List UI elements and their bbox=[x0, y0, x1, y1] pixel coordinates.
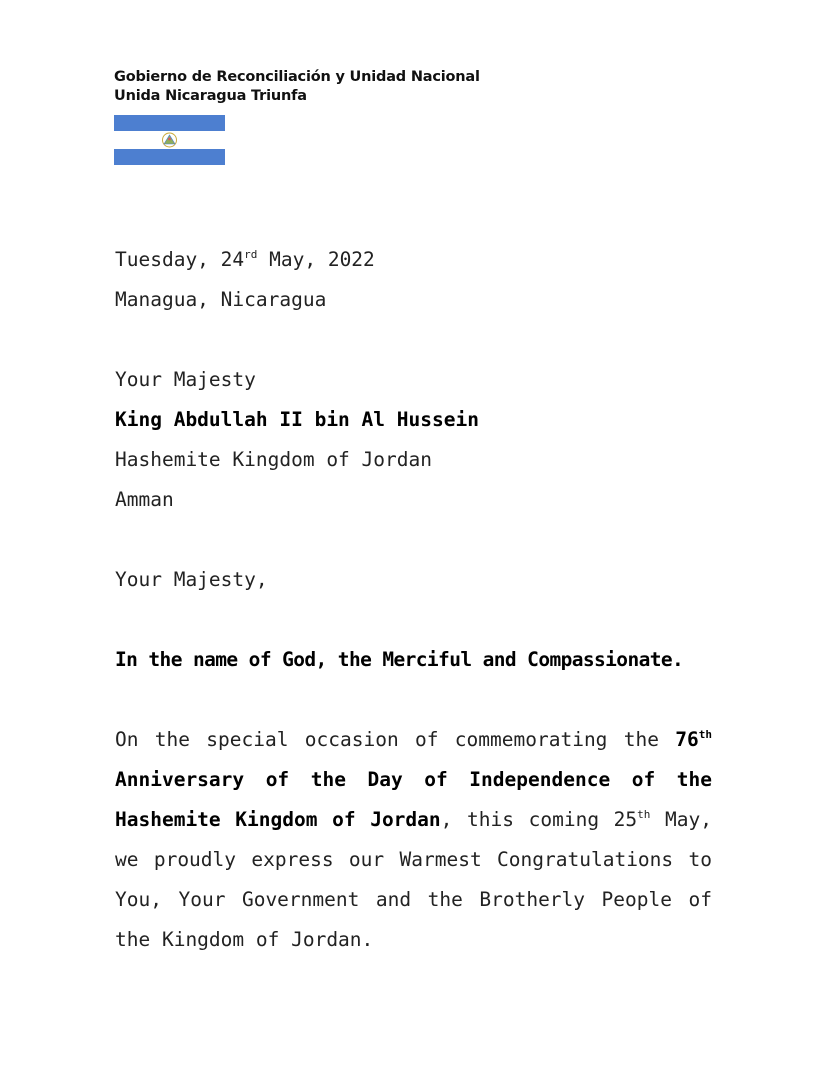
nicaragua-flag bbox=[114, 115, 225, 165]
flag-top-stripe bbox=[114, 115, 225, 131]
letter-date: Tuesday, 24rd May, 2022 bbox=[115, 248, 375, 271]
recipient-salutation: Your Majesty bbox=[115, 368, 256, 391]
anniversary-phrase: 76th Anniversary of the Day of Independence of the Hashemite Kingdom of Jordan bbox=[115, 728, 712, 831]
flag-bottom-stripe bbox=[114, 149, 225, 165]
letter-invocation: In the name of God, the Merciful and Compassionate. bbox=[115, 648, 684, 671]
recipient-name: King Abdullah II bin Al Hussein bbox=[115, 408, 479, 431]
letterhead-line-2: Unida Nicaragua Triunfa bbox=[114, 88, 307, 104]
letterhead-line-1: Gobierno de Reconciliación y Unidad Nacional bbox=[114, 69, 480, 85]
letter-opening: Your Majesty, bbox=[115, 568, 268, 591]
date-ordinal: rd bbox=[244, 248, 258, 261]
letterhead bbox=[114, 68, 480, 106]
letter-body bbox=[115, 240, 715, 960]
letter-paragraph-1: On the special occasion of commemorating the 76th Anniversary of the Day of Independence of the Hashemite Kingdom of Jordan, this coming 25th May, we proudly express our Warmest Congratulations to You, Your Government and the Brotherly People of the Kingdom of Jordan. bbox=[115, 728, 713, 951]
day-ordinal: th bbox=[637, 808, 651, 821]
recipient-city: Amman bbox=[115, 488, 174, 511]
letter-place: Managua, Nicaragua bbox=[115, 288, 327, 311]
recipient-country: Hashemite Kingdom of Jordan bbox=[115, 448, 432, 471]
